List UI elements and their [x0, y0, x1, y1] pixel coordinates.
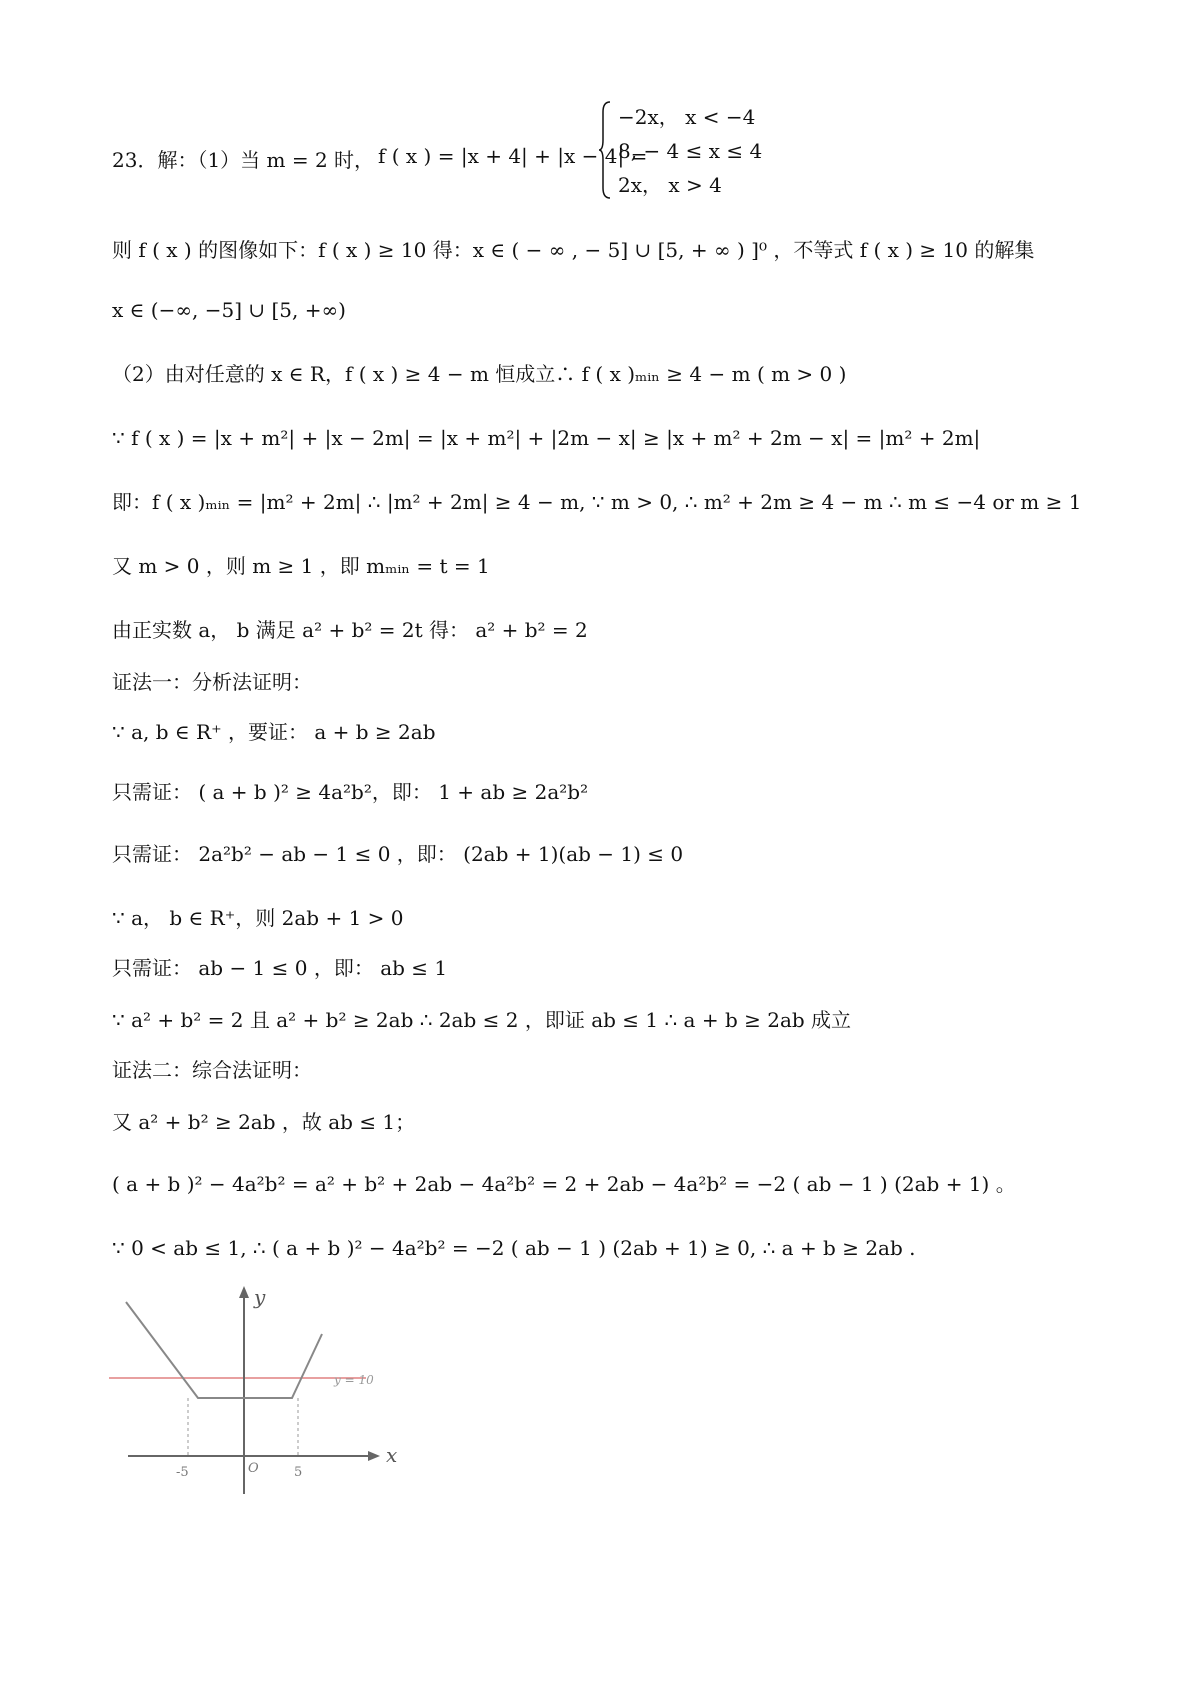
proof1-conclusion-line: ∵ a² + b² = 2 且 a² + b² ≥ 2ab ∴ 2ab ≤ 2 ，即证 ab ≤ 1 ∴ a + b ≥ 2ab 成立 — [112, 1008, 852, 1032]
case-3: 2x， x > 4 — [618, 173, 722, 197]
case-2: 8, − 4 ≤ x ≤ 4 — [618, 139, 763, 163]
proof1-step2-line: 只需证： 2a²b² − ab − 1 ≤ 0 ，即： (2ab + 1)(ab − 1) ≤ 0 — [112, 842, 684, 866]
piecewise-cases — [618, 100, 818, 202]
y-axis-label: y — [254, 1285, 266, 1309]
x-axis-arrow-icon — [368, 1451, 380, 1461]
f-curve — [126, 1302, 322, 1398]
left-brace-icon — [599, 100, 611, 200]
function-graph — [104, 1280, 444, 1500]
proof1-step1-line: 只需证： ( a + b )² ≥ 4a²b²，即： 1 + ab ≥ 2a²b² — [112, 780, 589, 804]
y-axis-arrow-icon — [239, 1286, 249, 1298]
proof2-conclusion-line: ∵ 0 < ab ≤ 1, ∴ ( a + b )² − 4a²b² = −2 ( ab − 1 ) (2ab + 1) ≥ 0, ∴ a + b ≥ 2ab . — [112, 1236, 916, 1260]
m-min-line: 又 m > 0 ，则 m ≥ 1 ，即 mₘᵢₙ = t = 1 — [112, 554, 490, 578]
graph-intro-line: 则 f ( x ) 的图像如下：f ( x ) ≥ 10 得：x ∈ ( − ∞ , − 5] ∪ [5, + ∞ ) ]⁰ ，不等式 f ( x ) ≥ 10 的解集 — [112, 238, 1035, 262]
triangle-inequality-line: ∵ f ( x ) = |x + m²| + |x − 2m| = |x + m²| + |2m − x| ≥ |x + m² + 2m − x| = |m² + 2m| — [112, 426, 981, 450]
part2-condition-line: （2）由对任意的 x ∈ R，f ( x ) ≥ 4 − m 恒成立∴ f ( x )ₘᵢₙ ≥ 4 − m ( m > 0 ) — [112, 362, 847, 386]
case-1: −2x， x < −4 — [618, 105, 756, 129]
proof2-step2-line: ( a + b )² − 4a²b² = a² + b² + 2ab − 4a²b² = 2 + 2ab − 4a²b² = −2 ( ab − 1 ) (2ab + 1) 。 — [112, 1172, 1016, 1196]
proof1-step4-line: 只需证： ab − 1 ≤ 0 ，即： ab ≤ 1 — [112, 956, 448, 980]
min-value-line: 即：f ( x )ₘᵢₙ = |m² + 2m| ∴ |m² + 2m| ≥ 4 − m, ∵ m > 0, ∴ m² + 2m ≥ 4 − m ∴ m ≤ −4 or m ≥ 1 — [112, 490, 1082, 514]
origin-label: O — [248, 1461, 259, 1476]
piecewise-function-lhs: f ( x ) = |x + 4| + |x − 4| = — [378, 144, 648, 168]
solution-set-line: x ∈ (−∞, −5] ∪ [5, +∞) — [112, 298, 346, 322]
proof1-step3-line: ∵ a， b ∈ R⁺，则 2ab + 1 > 0 — [112, 906, 404, 930]
problem-label: 23．解：（1）当 m = 2 时， — [112, 148, 375, 172]
proof2-heading: 证法二：综合法证明： — [112, 1058, 312, 1082]
proof1-goal-line: ∵ a, b ∈ R⁺ ，要证： a + b ≥ 2ab — [112, 720, 436, 744]
x-axis-label: x — [386, 1443, 398, 1467]
proof1-heading: 证法一：分析法证明： — [112, 670, 312, 694]
y10-label: y = 10 — [334, 1373, 374, 1387]
tick-5-label: 5 — [294, 1465, 303, 1480]
ab-condition-line: 由正实数 a， b 满足 a² + b² = 2t 得： a² + b² = 2 — [112, 618, 588, 642]
proof2-step1-line: 又 a² + b² ≥ 2ab ，故 ab ≤ 1； — [112, 1110, 416, 1134]
tick-neg5-label: -5 — [176, 1465, 189, 1480]
